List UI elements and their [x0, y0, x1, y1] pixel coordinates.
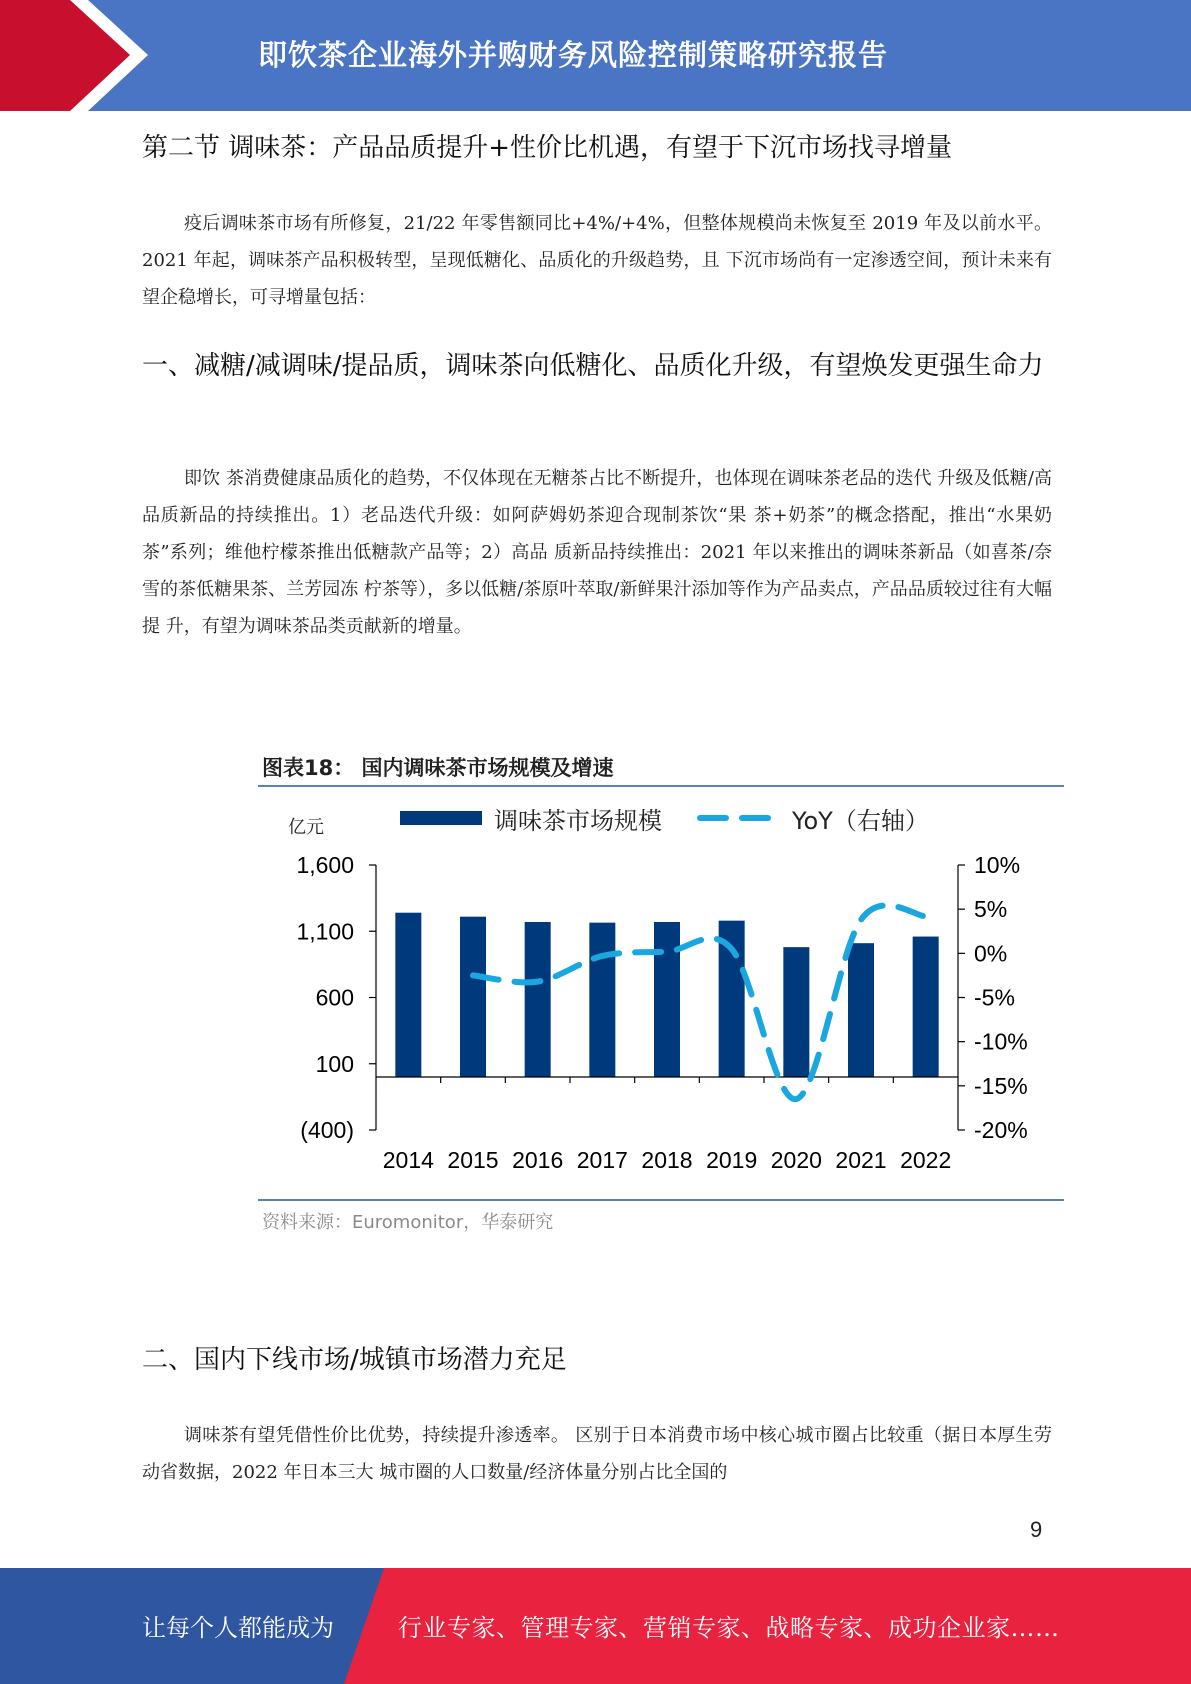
right-axis-tick-label: 5% [974, 896, 1008, 923]
subsection-1-paragraph: 即饮 茶消费健康品质化的趋势，不仅体现在无糖茶占比不断提升，也体现在调味茶老品的迭代 升级及低糖/高品质新品的持续推出。1）老品迭代升级：如阿萨姆奶茶迎合现制茶饮“果 茶+奶茶”的概念搭配，推出“水果奶茶”系列；维他柠檬茶推出低糖款产品等；2）高品 质新品持续推出：2021 年以来推出的调味茶新品（如喜茶/奈雪的茶低糖果茶、兰芳园冻 柠茶等），多以低糖/茶原叶萃取/新鲜果汁添加等作为产品卖点，产品品质较过往有大幅提 升，有望为调味茶品类贡献新的增量。 [142, 468, 1052, 637]
left-axis-tick-label: 1,600 [296, 852, 354, 878]
x-axis-label-2017: 2017 [576, 1147, 628, 1173]
bar-2022 [913, 937, 939, 1077]
x-axis-label-2016: 2016 [512, 1147, 564, 1173]
bar-2016 [525, 922, 551, 1077]
page-number: 9 [1030, 1517, 1043, 1542]
left-axis-tick-label: 600 [315, 984, 354, 1011]
section-heading: 第二节 调味茶：产品品质提升+性价比机遇，有望于下沉市场找寻增量 [142, 133, 953, 163]
right-axis-tick-label: -15% [974, 1072, 1028, 1099]
right-axis-tick-label: 0% [974, 940, 1008, 967]
right-axis-tick-label: 10% [974, 852, 1021, 878]
section-intro-paragraph: 疫后调味茶市场有所修复，21/22 年零售额同比+4%/+4%，但整体规模尚未恢复至 2019 年及以前水平。2021 年起，调味茶产品积极转型，呈现低糖化、品质化的升级趋势，且 下沉市场尚有一定渗透空间，预计未来有望企稳增长，可寻增量包括： [142, 213, 1052, 308]
figure-source: 资料来源：Euromonitor，华泰研究 [262, 1212, 554, 1233]
page-header [0, 0, 1191, 111]
bar-2014 [395, 913, 421, 1077]
legend-bar-label: 调味茶市场规模 [494, 807, 662, 835]
subsection-1-heading: 一、减糖/减调味/提品质，调味茶向低糖化、品质化升级，有望焕发更强生命力 [142, 351, 1044, 381]
subsection-2-heading: 二、国内下线市场/城镇市场潜力充足 [142, 1345, 567, 1375]
right-axis-tick-label: -5% [974, 984, 1015, 1011]
right-axis-tick-label: -10% [974, 1028, 1028, 1055]
report-title: 即饮茶企业海外并购财务风险控制策略研究报告 [258, 38, 889, 72]
bar-2020 [783, 947, 809, 1077]
footer-slogan-left: 让每个人都能成为 [142, 1614, 334, 1642]
right-axis-tick-label: -20% [974, 1117, 1028, 1143]
bar-2017 [589, 923, 615, 1077]
legend-line-label: YoY（右轴） [792, 807, 929, 835]
left-axis-unit-label: 亿元 [288, 817, 324, 838]
x-axis-label-2020: 2020 [770, 1147, 822, 1173]
subsection-2-paragraph: 调味茶有望凭借性价比优势，持续提升渗透率。 区别于日本消费市场中核心城市圈占比较重（据日本厚生劳动省数据，2022 年日本三大 城市圈的人口数量/经济体量分别占比全国的 [142, 1425, 1052, 1483]
bar-2018 [654, 922, 680, 1077]
legend-bar-swatch [400, 811, 482, 825]
left-axis-tick-label: 1,100 [296, 918, 354, 945]
x-axis-label-2022: 2022 [900, 1147, 952, 1173]
x-axis-label-2015: 2015 [447, 1147, 499, 1173]
figure-bottom-rule [258, 1199, 1064, 1201]
x-axis-label-2019: 2019 [706, 1147, 758, 1173]
header-chevron-graphic [0, 0, 160, 111]
x-axis-label-2018: 2018 [641, 1147, 693, 1173]
left-axis-tick-label: 100 [315, 1050, 354, 1077]
left-axis-tick-label: (400) [300, 1117, 354, 1143]
bar-2021 [848, 943, 874, 1077]
page-footer [0, 1568, 1191, 1684]
footer-slogan-right: 行业专家、管理专家、营销专家、战略专家、成功企业家…… [398, 1614, 1060, 1642]
market-size-chart [258, 787, 1064, 1197]
x-axis-label-2014: 2014 [382, 1147, 434, 1173]
bar-2015 [460, 917, 486, 1077]
x-axis-label-2021: 2021 [835, 1147, 887, 1173]
figure-title: 图表18： 国内调味茶市场规模及增速 [262, 756, 614, 780]
